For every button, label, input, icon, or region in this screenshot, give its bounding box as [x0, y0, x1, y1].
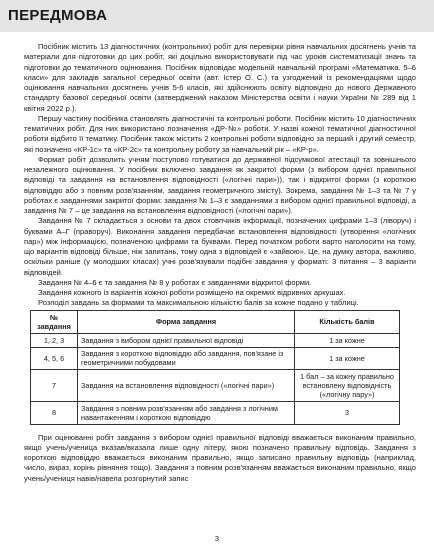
table-row [31, 333, 400, 347]
scores-table [30, 310, 400, 425]
points-cell: 1 за кожне [295, 333, 400, 347]
table-header-row [31, 310, 400, 333]
paragraph-table-intro: Розподіл завдань за формами та максимальною кількістю балів за кожне подано у таблиці. [38, 298, 359, 308]
paragraph-task-7: Завдання № 7 складається з основи та двох стовпчиків інформації, позначених цифрами 1–3 (ліворуч) і буквами А–Г (праворуч). Виконання завдання передбачає встановлення відповідності (утворення «логічних пар») між інформацією, позначеною цифрами та буквами. Перед початком роботи варто наголосити на тому, що варіантів відповіді більше, ніж запитань, тому одна з відповідей є «зайвою». Це, на думку автора, важливо, оскільки раніше (у молодших класах) учні розв'язували подібні завдання у форматі: 3 питання – 3 варіанти відповідей. [24, 216, 416, 277]
paragraph-sheets: Завдання кожного із варіантів кожної роботи розміщено на окремих відривних аркушах. [38, 288, 346, 297]
task-form-cell: Завдання з короткою відповіддю або завдання, пов'язане із геометричними побудовами [78, 347, 295, 369]
column-header-points: Кількість балів [295, 310, 400, 333]
column-header-task-number: № завдання [31, 310, 78, 333]
table-row [31, 401, 400, 424]
task-number-cell: 8 [31, 401, 78, 424]
points-cell: 1 за кожне [295, 347, 400, 369]
column-header-task-form: Форма завдання [78, 310, 295, 333]
table-row [31, 369, 400, 401]
task-number-cell: 4, 5, 6 [31, 347, 78, 369]
paragraph-format: Формат робіт дозволить учням поступово готуватися до державної підсумкової атестації та зовнішнього незалежного оцінювання. У посібник включено завдання як закритої форми (з вибором однієї правильної відповіді та завдання на встановлення відповідності («логічні пари»)), так і відкритої форми (з короткою відповіддю або з повним розв'язанням, завдання геометричного змісту). Зокрема, завдання № 1–3 та № 7 у роботах є завданнями закритої форми: завдання № 1–3 є завданнями з вибором однієї правильної відповіді, а завдання № 7 – це завдання на встановлення відповідності («логічні пари»). [24, 154, 416, 215]
task-number-cell: 7 [31, 369, 78, 401]
page-number: 3 [214, 534, 220, 543]
paragraph-open-tasks: Завдання № 4–6 є та завдання № 8 у роботах є завданнями відкритої форми. [38, 277, 312, 287]
paragraph-evaluation: При оцінюванні робіт завдання з вибором однієї правильної відповіді вважається виконаним правильно, якщо учень/ученица вказав/вказала лише одну літеру, якою позначено правильну відповідь. Завдання з короткою відповіддю вважається виконаним правильно, якщо записано правильну відповідь (наприклад, число, вираз, корінь рівняння тощо). Завдання з повним розв'язанням вважається виконаним правильно, якщо учень/учениця навів/навела розгорнутий запис [24, 432, 416, 483]
task-form-cell: Завдання на встановлення відповідності («логічні пари») [78, 369, 295, 401]
task-form-cell: Завдання з вибором однієї правильної відповіді [78, 333, 295, 347]
paragraph-intro: Посібник містить 13 діагностичних (контрольних) робіт для перевірки рівня навчальних досягнень учнів та матеріали для підготовки до цих робіт, які доцільно використовувати під час уроків систематизації знань та підготовки до тематичного оцінювання. Посібник відповідає модельній навчальній програмі «Математика. 5–6 класи» для закладів загальної середньої освіти (авт. Істер О. С.) та узгоджений із рекомендаціями щодо оцінювання навчальних досягнень учнів 5-6 класів, які здійснюють освіту відповідно до нового Державного стандарту базової середньої освіти (затверджений наказом Міністерства освіти і науки України № 289 від 1 квітня 2022 р.). [24, 42, 416, 113]
points-cell: 3 [295, 401, 400, 424]
paragraph-structure: Першу частину посібника становлять діагностичні та контрольні роботи. Посібник містить 10 діагностичних тематичних робіт. Для них використано позначення «ДР-№» роботи. У назві кожної тематичної діагностичної роботи відбито її тематику. Посібник також містить 2 контрольні роботи відповідно за перший і другий семестр, які позначено «КР-1с» та «КР-2с» та контрольну роботу за навчальний рік – «КР-р». [24, 113, 416, 154]
task-form-cell: Завдання з повним розв'язанням або завдання з логічним навантаженням і короткою відповіддю [78, 401, 295, 424]
page-title: ПЕРЕДМОВА [8, 7, 108, 24]
points-cell: 1 бал – за кожну правильно встановлену відповідність («логічну пару») [295, 369, 400, 401]
document-body [24, 42, 416, 484]
task-number-cell: 1, 2, 3 [31, 333, 78, 347]
table-row [31, 347, 400, 369]
